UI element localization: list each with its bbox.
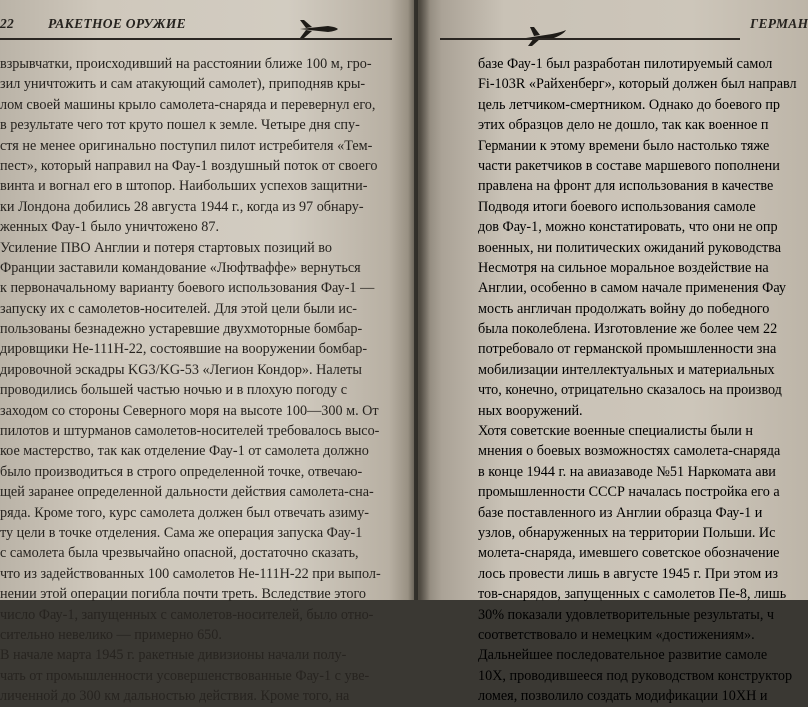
text-line: ряда. Кроме того, курс самолета должен был отвечать азиму-: [0, 504, 370, 521]
text-line: пилотов и штурманов самолетов-носителей требовалось высо-: [0, 423, 380, 440]
text-line: промышленности СССР началась постройка его а: [478, 484, 780, 501]
text-line: дировщики Не-111Н-22, состоявшие на вооружении бомбар-: [0, 341, 368, 358]
text-line: соответствовало и немецким «достижениям».: [478, 626, 755, 643]
text-line: зил уничтожить и сам атакующий самолет), приподняв кры-: [0, 76, 366, 93]
text-line: Германии к этому времени было настолько тяже: [478, 137, 770, 154]
text-line: винта и вогнал его в штопор. Наибольших успехов защитни-: [0, 178, 368, 195]
text-line: запуску их с самолетов-носителей. Для этой цели были ис-: [0, 300, 358, 317]
text-line: что из задействованных 100 самолетов Не-111Н-22 при выпол-: [0, 565, 381, 582]
text-line: тов-снарядов, запущенных с самолетов Пе-8, лишь: [478, 586, 787, 603]
rocket-icon: [524, 24, 568, 48]
text-line: чать от промышленности усовершенствованные Фау-1 с уве-: [0, 667, 370, 684]
text-line: базе поставленного из Англии образца Фау-1 и: [478, 504, 763, 521]
text-line: число Фау-1, запущенных с самолетов-носителей, было отно-: [0, 606, 374, 623]
text-line: узлов, обнаруженных на территории Польши. Ис: [478, 524, 776, 541]
text-line: военных, ни политических ожиданий руководства: [478, 239, 782, 256]
text-line: проводились большей частью ночью и в плохую погоду с: [0, 382, 348, 399]
text-line: заходом со стороны Северного моря на высоте 100—300 м. От: [0, 402, 379, 419]
text-line: в конце 1944 г. на авиазаводе №51 Наркомата ави: [478, 463, 776, 480]
text-line: было производиться в строго определенной точке, отвечаю-: [0, 463, 363, 480]
header-rule: [0, 38, 392, 40]
text-line: Подводя итоги боевого использования самоле: [478, 198, 756, 215]
text-line: стя не менее оригинально поступил пилот истребителя «Тем-: [0, 137, 373, 154]
text-line: базе Фау-1 был разработан пилотируемый самол: [478, 56, 773, 72]
header-rule: [440, 38, 740, 40]
text-line: цель летчиком-смертником. Однако до боевого пр: [478, 96, 781, 113]
running-title: РАКЕТНОЕ ОРУЖИЕ: [48, 16, 186, 31]
book-gutter: [408, 0, 430, 600]
left-page-text: [0, 54, 381, 707]
text-line: дов Фау-1, можно констатировать, что они не опр: [478, 219, 778, 236]
text-line: личенной до 300 км дальностью действия. Кроме того, на: [0, 688, 350, 705]
text-line: Дальнейшее последовательное развитие самоле: [478, 647, 768, 664]
text-line: мобилизации интеллектуальных и материальных: [478, 361, 775, 378]
text-line: сительно невелико — примерно 650.: [0, 626, 222, 643]
text-line: молета-снаряда, имевшего советское обозначение: [478, 545, 780, 562]
page-number: 22: [0, 16, 15, 31]
text-line: ки Лондона добились 28 августа 1944 г., когда из 97 обнару-: [0, 198, 364, 215]
text-line: женных Фау-1 было уничтожено 87.: [0, 219, 220, 236]
text-line: Усиление ПВО Англии и потеря стартовых позиций во: [0, 239, 332, 256]
text-line: с самолета была чрезвычайно опасной, достаточно сказать,: [0, 545, 359, 562]
text-line: была поколеблена. Изготовление же более чем 22: [478, 321, 778, 338]
text-line: Fi-103R «Райхенберг», который должен был направл: [478, 76, 797, 93]
text-line: пользованы безнадежно устаревшие двухмоторные бомбар-: [0, 321, 363, 338]
text-line: лом своей машины крыло самолета-снаряда и перевернул его,: [0, 96, 376, 113]
text-line: В начале марта 1945 г. ракетные дивизионы начали полу-: [0, 647, 347, 664]
rocket-icon: [298, 18, 340, 40]
text-line: мнения о боевых возможностях самолета-снаряда: [478, 443, 781, 460]
text-line: потребовало от германской промышленности зна: [478, 341, 777, 358]
left-running-header: [0, 14, 400, 38]
text-line: 10Х, проводившееся под руководством конструктор: [478, 667, 793, 684]
text-line: части ракетчиков в составе маршевого пополнени: [478, 157, 780, 174]
right-running-header: [440, 14, 808, 38]
text-line: Несмотря на сильное моральное воздействие на: [478, 259, 769, 276]
text-line: ных вооружений.: [478, 402, 583, 419]
text-line: взрывчатки, происходивший на расстоянии ближе 100 м, гро-: [0, 56, 372, 72]
text-line: нении этой операции погибла почти треть. Вследствие этого: [0, 586, 367, 603]
text-line: что, конечно, отрицательно сказалось на производ: [478, 382, 782, 399]
text-line: Англии, особенно в самом начале применения Фау: [478, 280, 787, 297]
text-line: Хотя советские военные специалисты были н: [478, 423, 753, 440]
text-line: правлена на фронт для использования в качестве: [478, 178, 774, 195]
text-line: Франции заставили командование «Люфтваффе» вернуться: [0, 259, 361, 276]
text-line: щей заранее определенной дальности действия самолета-сна-: [0, 484, 374, 501]
text-line: этих образцов дело не дошло, так как военное п: [478, 117, 769, 134]
running-title: ГЕРМАН: [750, 16, 808, 31]
right-page-text: [478, 54, 797, 707]
text-line: кое мастерство, так как отделение Фау-1 от самолета должно: [0, 443, 369, 460]
text-line: ту цели в точке отделения. Сама же операция запуска Фау-1: [0, 524, 363, 541]
text-line: в результате чего тот круто пошел к земле. Четыре дня спу-: [0, 117, 360, 134]
text-line: ломея, позволило создать модификации 10ХН и: [478, 688, 768, 705]
text-line: мость англичан продолжать войну до победного: [478, 300, 770, 317]
text-line: дировочной эскадры KG3/KG-53 «Легион Кондор». Налеты: [0, 361, 362, 378]
text-line: пест», который направил на Фау-1 воздушный поток от своего: [0, 157, 378, 174]
text-line: 30% показали удовлетворительные результаты, ч: [478, 606, 775, 623]
text-line: лось провести лишь в августе 1945 г. При этом из: [478, 565, 778, 582]
text-line: к первоначальному варианту боевого использования Фау-1 —: [0, 280, 375, 297]
